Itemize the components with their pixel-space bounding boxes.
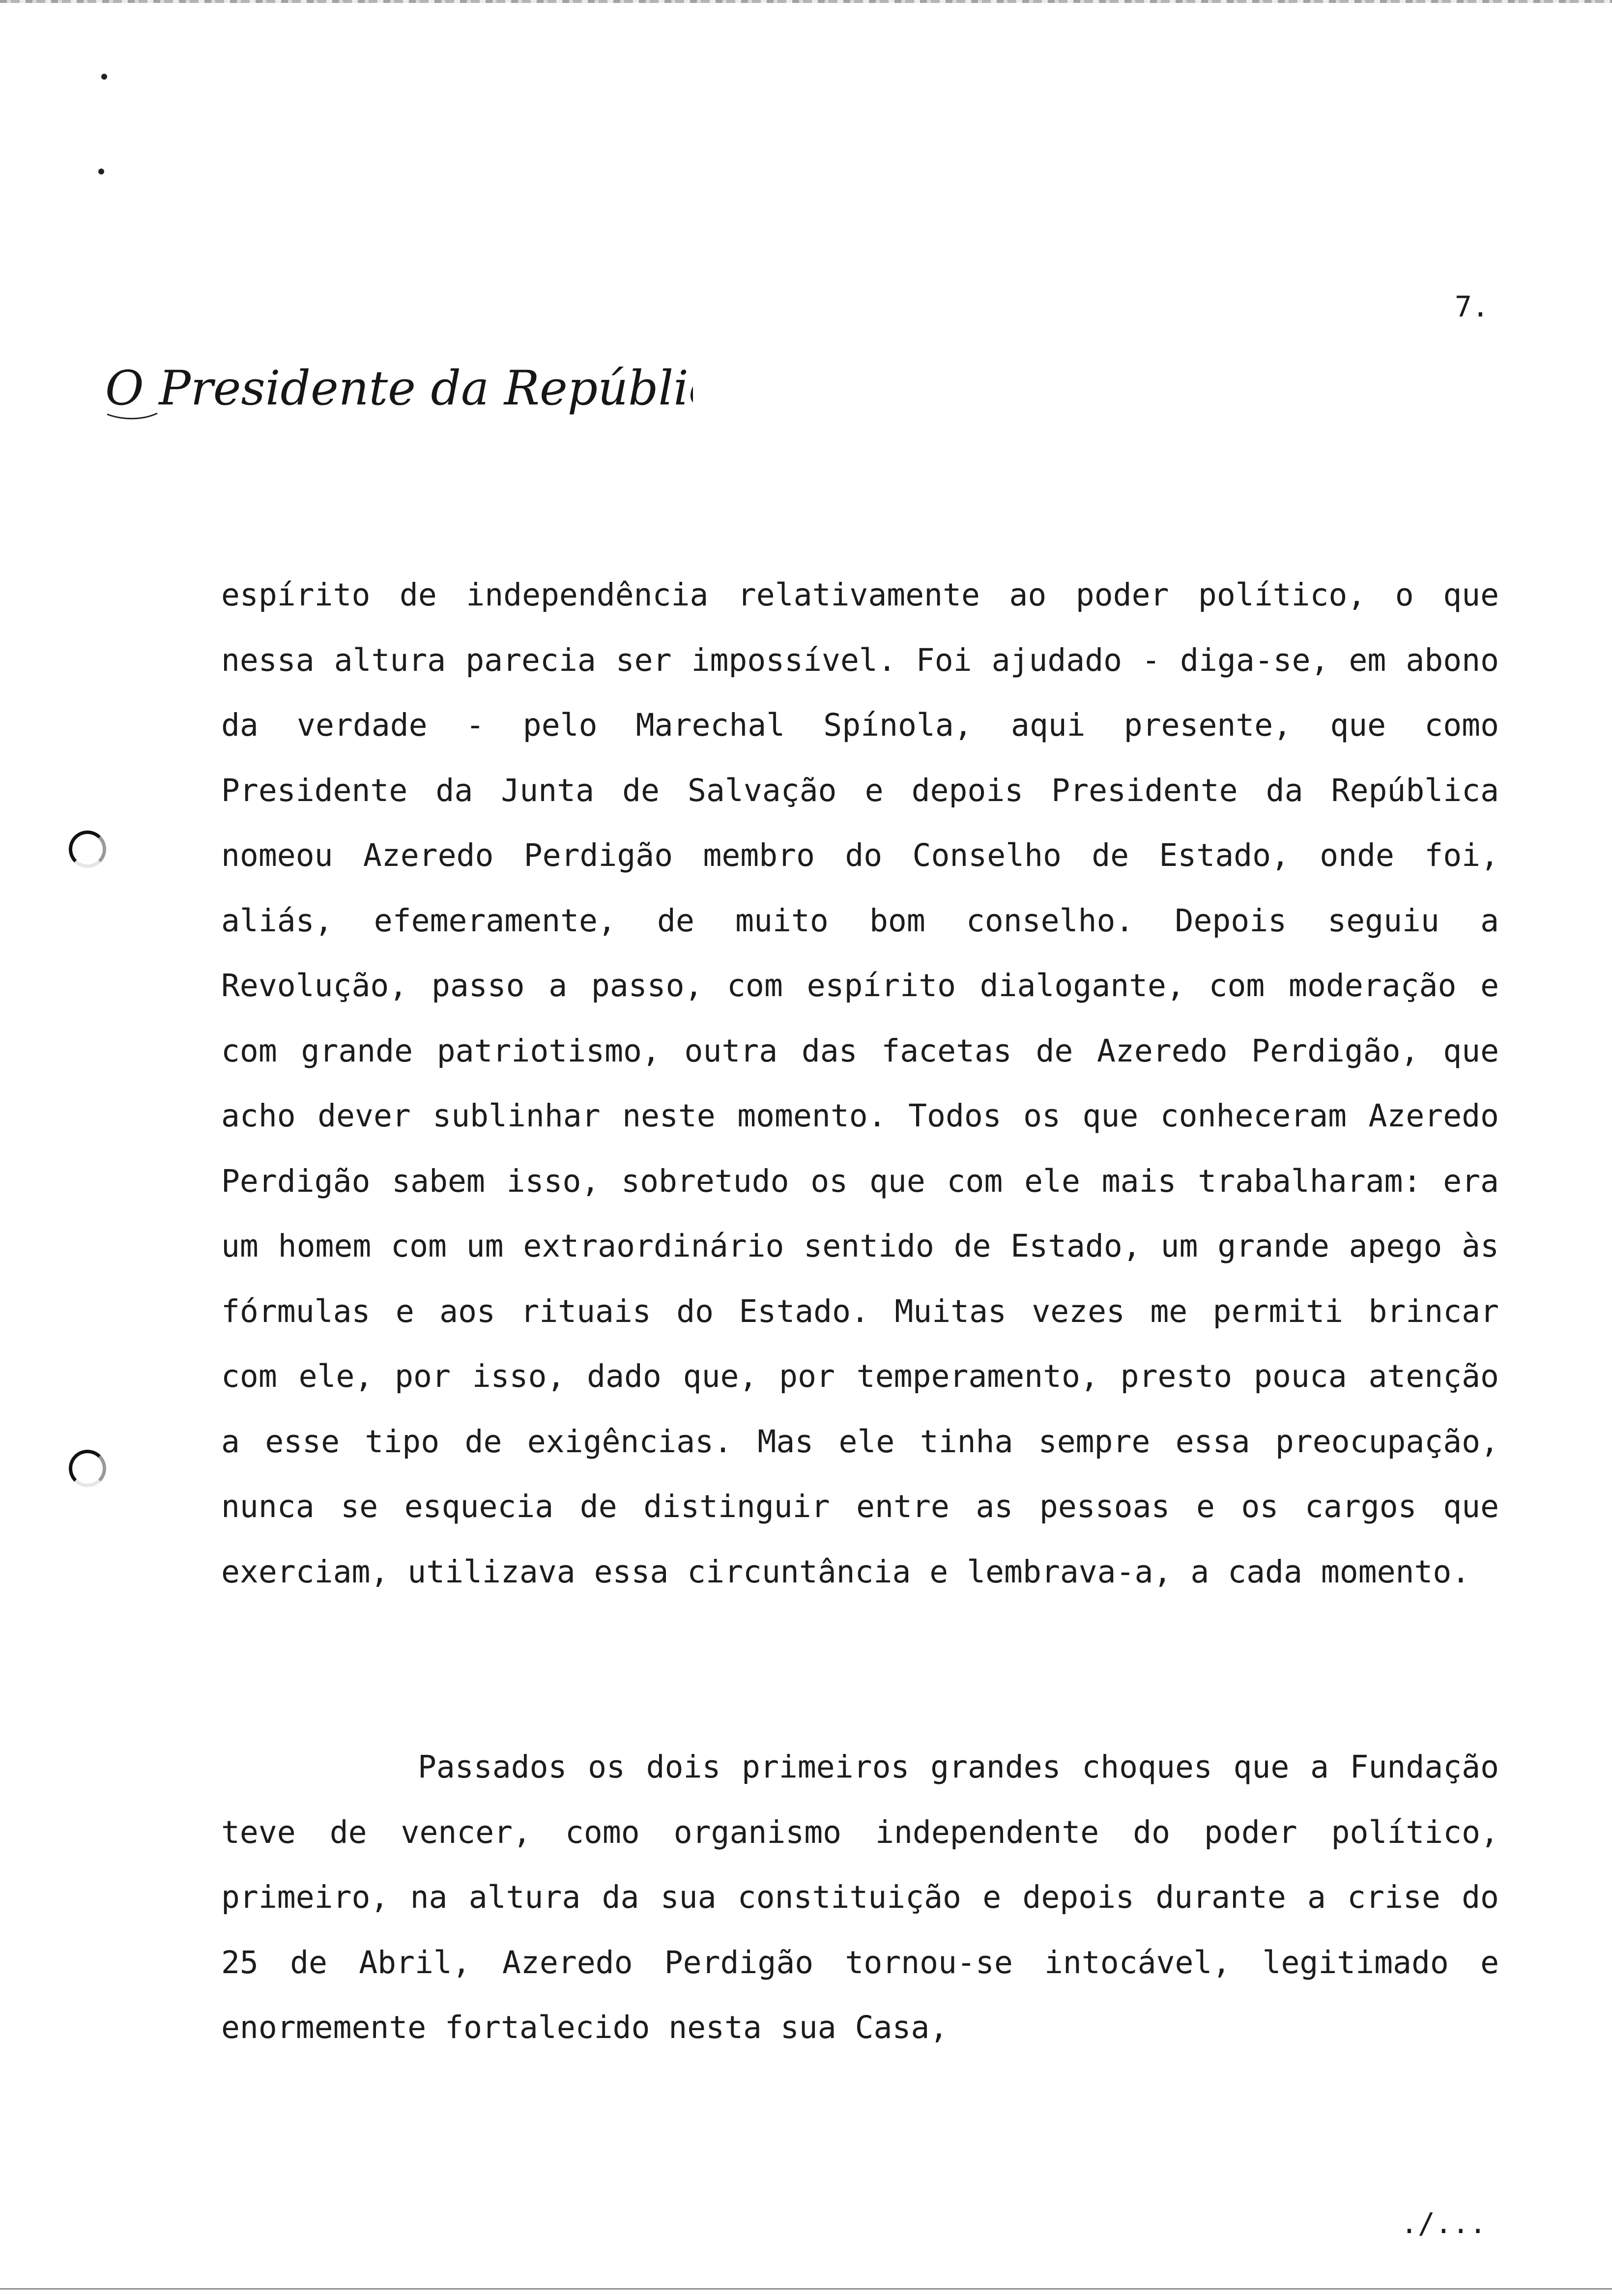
- scan-bottom-edge: [0, 2288, 1612, 2290]
- margin-mark: [98, 169, 104, 174]
- body-paragraph: espírito de independência relativamente ao poder político, o que nessa altura parecia ser impossível. Foi ajudado - diga-se, em abono da verdade - pelo Marechal Spínola, aqui presente, que como Presidente da Junta de Salvação e depois Presidente da República nomeou Azeredo Perdigão membro do Conselho de Estado, onde foi, aliás, efemeramente, de muito bom conselho. Depois seguiu a Revolução, passo a passo, com espírito dialogante, com moderação e com grande patriotismo, outra das facetas de Azeredo Perdigão, que acho dever sublinhar neste momento. Todos os que conheceram Azeredo Perdigão sabem isso, sobretudo os que com ele mais trabalharam: era um homem com um extraordinário sentido de Estado, um grande apego às fórmulas e aos rituais do Estado. Muitas vezes me permiti brincar com ele, por isso, dado que, por temperamento, presto pouca atenção a esse tipo de exigências. Mas ele tinha sempre essa preocupação, nunca se esquecia de distinguir entre as pessoas e os cargos que exerciam, utilizava essa circuntância e lembrava-a, a cada momento.: [221, 577, 1499, 1590]
- body-paragraph: Passados os dois primeiros grandes choques que a Fundação teve de vencer, como organismo independente do poder político, primeiro, na altura da sua constituição e depois durante a crise do 25 de Abril, Azeredo Perdigão tornou-se intocável, legitimado e enormemente fortalecido nesta sua Casa,: [221, 1749, 1499, 2045]
- scan-top-edge: [0, 0, 1612, 3]
- letterhead-text: O Presidente da República: [105, 361, 693, 416]
- punch-hole: [69, 831, 106, 868]
- page-number: 7.: [1455, 290, 1489, 323]
- punch-hole: [69, 1450, 106, 1487]
- continuation-mark: ./...: [1401, 2207, 1487, 2240]
- margin-mark: [101, 74, 107, 80]
- letterhead: [103, 346, 693, 435]
